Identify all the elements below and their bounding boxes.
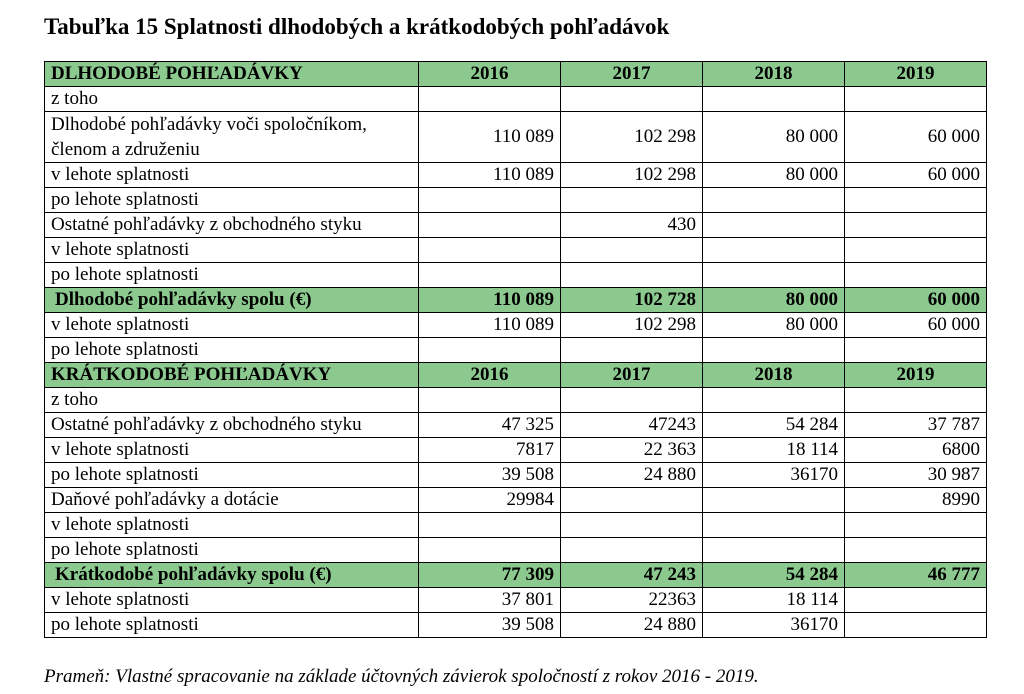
value-cell xyxy=(845,538,987,563)
value-cell: 30 987 xyxy=(845,463,987,488)
value-cell: 18 114 xyxy=(703,588,845,613)
value-cell: 54 284 xyxy=(703,563,845,588)
section-header-label: KRÁTKODOBÉ POHĽADÁVKY xyxy=(45,363,419,388)
value-cell: 22363 xyxy=(561,588,703,613)
value-cell: 102 298 xyxy=(561,313,703,338)
value-cell: 47 325 xyxy=(419,413,561,438)
value-cell xyxy=(419,513,561,538)
value-cell xyxy=(845,263,987,288)
table-row xyxy=(45,238,987,263)
value-cell: 22 363 xyxy=(561,438,703,463)
row-label: Daňové pohľadávky a dotácie xyxy=(45,488,419,513)
value-cell: 60 000 xyxy=(845,288,987,313)
value-cell: 80 000 xyxy=(703,313,845,338)
row-label: v lehote splatnosti xyxy=(45,438,419,463)
row-label: Krátkodobé pohľadávky spolu (€) xyxy=(45,563,419,588)
value-cell: 77 309 xyxy=(419,563,561,588)
year-header: 2016 xyxy=(419,363,561,388)
value-cell: 102 728 xyxy=(561,288,703,313)
value-cell xyxy=(845,238,987,263)
table-row xyxy=(45,613,987,638)
value-cell xyxy=(561,338,703,363)
value-cell xyxy=(703,87,845,112)
source-note: Prameň: Vlastné spracovanie na základe účtovných závierok spoločností z rokov 2016 - 2019. xyxy=(44,666,759,687)
value-cell: 18 114 xyxy=(703,438,845,463)
table-row xyxy=(45,463,987,488)
year-header: 2019 xyxy=(845,363,987,388)
value-cell xyxy=(703,238,845,263)
table-row xyxy=(45,488,987,513)
table-body xyxy=(45,62,987,638)
table-row xyxy=(45,112,987,163)
value-cell: 36170 xyxy=(703,613,845,638)
value-cell: 80 000 xyxy=(703,288,845,313)
value-cell: 37 787 xyxy=(845,413,987,438)
value-cell: 39 508 xyxy=(419,613,561,638)
receivables-maturity-table xyxy=(44,61,987,638)
section-header-row xyxy=(45,363,987,388)
value-cell: 24 880 xyxy=(561,613,703,638)
value-cell: 80 000 xyxy=(703,163,845,188)
section-header-row xyxy=(45,62,987,87)
value-cell xyxy=(561,188,703,213)
value-cell xyxy=(419,338,561,363)
value-cell: 110 089 xyxy=(419,313,561,338)
value-cell: 47 243 xyxy=(561,563,703,588)
value-cell: 110 089 xyxy=(419,163,561,188)
table-row xyxy=(45,213,987,238)
value-cell xyxy=(845,213,987,238)
value-cell xyxy=(703,513,845,538)
value-cell xyxy=(703,388,845,413)
value-cell xyxy=(845,588,987,613)
value-cell: 6800 xyxy=(845,438,987,463)
row-label: po lehote splatnosti xyxy=(45,538,419,563)
table-row xyxy=(45,413,987,438)
value-cell xyxy=(703,338,845,363)
value-cell xyxy=(419,87,561,112)
value-cell: 102 298 xyxy=(561,163,703,188)
value-cell xyxy=(845,188,987,213)
value-cell: 37 801 xyxy=(419,588,561,613)
row-label: v lehote splatnosti xyxy=(45,513,419,538)
table-row xyxy=(45,87,987,112)
value-cell: 39 508 xyxy=(419,463,561,488)
value-cell xyxy=(561,488,703,513)
value-cell xyxy=(703,188,845,213)
row-label: v lehote splatnosti xyxy=(45,588,419,613)
section-header-label: DLHODOBÉ POHĽADÁVKY xyxy=(45,62,419,87)
value-cell: 24 880 xyxy=(561,463,703,488)
total-row xyxy=(45,563,987,588)
value-cell xyxy=(845,613,987,638)
value-cell xyxy=(845,388,987,413)
table-row xyxy=(45,438,987,463)
row-label: po lehote splatnosti xyxy=(45,338,419,363)
year-header: 2019 xyxy=(845,62,987,87)
value-cell xyxy=(419,388,561,413)
value-cell xyxy=(419,263,561,288)
table-row xyxy=(45,388,987,413)
value-cell: 60 000 xyxy=(845,112,987,163)
row-label: z toho xyxy=(45,87,419,112)
table-row xyxy=(45,313,987,338)
value-cell xyxy=(703,263,845,288)
row-label: po lehote splatnosti xyxy=(45,613,419,638)
value-cell: 36170 xyxy=(703,463,845,488)
total-row xyxy=(45,288,987,313)
value-cell xyxy=(561,87,703,112)
value-cell: 29984 xyxy=(419,488,561,513)
value-cell: 60 000 xyxy=(845,313,987,338)
value-cell xyxy=(419,188,561,213)
value-cell xyxy=(845,513,987,538)
row-label: v lehote splatnosti xyxy=(45,163,419,188)
row-label: z toho xyxy=(45,388,419,413)
value-cell xyxy=(561,538,703,563)
value-cell: 80 000 xyxy=(703,112,845,163)
table-row xyxy=(45,338,987,363)
value-cell: 8990 xyxy=(845,488,987,513)
row-label: v lehote splatnosti xyxy=(45,313,419,338)
table-row xyxy=(45,588,987,613)
value-cell xyxy=(845,87,987,112)
row-label: Dlhodobé pohľadávky spolu (€) xyxy=(45,288,419,313)
value-cell xyxy=(703,213,845,238)
value-cell: 102 298 xyxy=(561,112,703,163)
value-cell: 7817 xyxy=(419,438,561,463)
row-label: po lehote splatnosti xyxy=(45,463,419,488)
value-cell: 46 777 xyxy=(845,563,987,588)
value-cell: 110 089 xyxy=(419,288,561,313)
value-cell: 110 089 xyxy=(419,112,561,163)
value-cell: 54 284 xyxy=(703,413,845,438)
row-label: Ostatné pohľadávky z obchodného styku xyxy=(45,213,419,238)
table-row xyxy=(45,513,987,538)
value-cell xyxy=(561,388,703,413)
value-cell xyxy=(561,263,703,288)
table-row xyxy=(45,538,987,563)
table-row xyxy=(45,188,987,213)
value-cell xyxy=(845,338,987,363)
row-label: Dlhodobé pohľadávky voči spoločníkom, členom a združeniu xyxy=(45,112,419,163)
value-cell: 430 xyxy=(561,213,703,238)
row-label: po lehote splatnosti xyxy=(45,263,419,288)
value-cell xyxy=(703,488,845,513)
row-label: po lehote splatnosti xyxy=(45,188,419,213)
value-cell: 47243 xyxy=(561,413,703,438)
year-header: 2016 xyxy=(419,62,561,87)
row-label: Ostatné pohľadávky z obchodného styku xyxy=(45,413,419,438)
year-header: 2017 xyxy=(561,363,703,388)
value-cell: 60 000 xyxy=(845,163,987,188)
value-cell xyxy=(703,538,845,563)
table-row xyxy=(45,163,987,188)
page-title: Tabuľka 15 Splatnosti dlhodobých a krátkodobých pohľadávok xyxy=(44,14,670,39)
row-label: v lehote splatnosti xyxy=(45,238,419,263)
year-header: 2017 xyxy=(561,62,703,87)
table-row xyxy=(45,263,987,288)
value-cell xyxy=(561,513,703,538)
value-cell xyxy=(561,238,703,263)
year-header: 2018 xyxy=(703,363,845,388)
value-cell xyxy=(419,213,561,238)
year-header: 2018 xyxy=(703,62,845,87)
value-cell xyxy=(419,238,561,263)
value-cell xyxy=(419,538,561,563)
